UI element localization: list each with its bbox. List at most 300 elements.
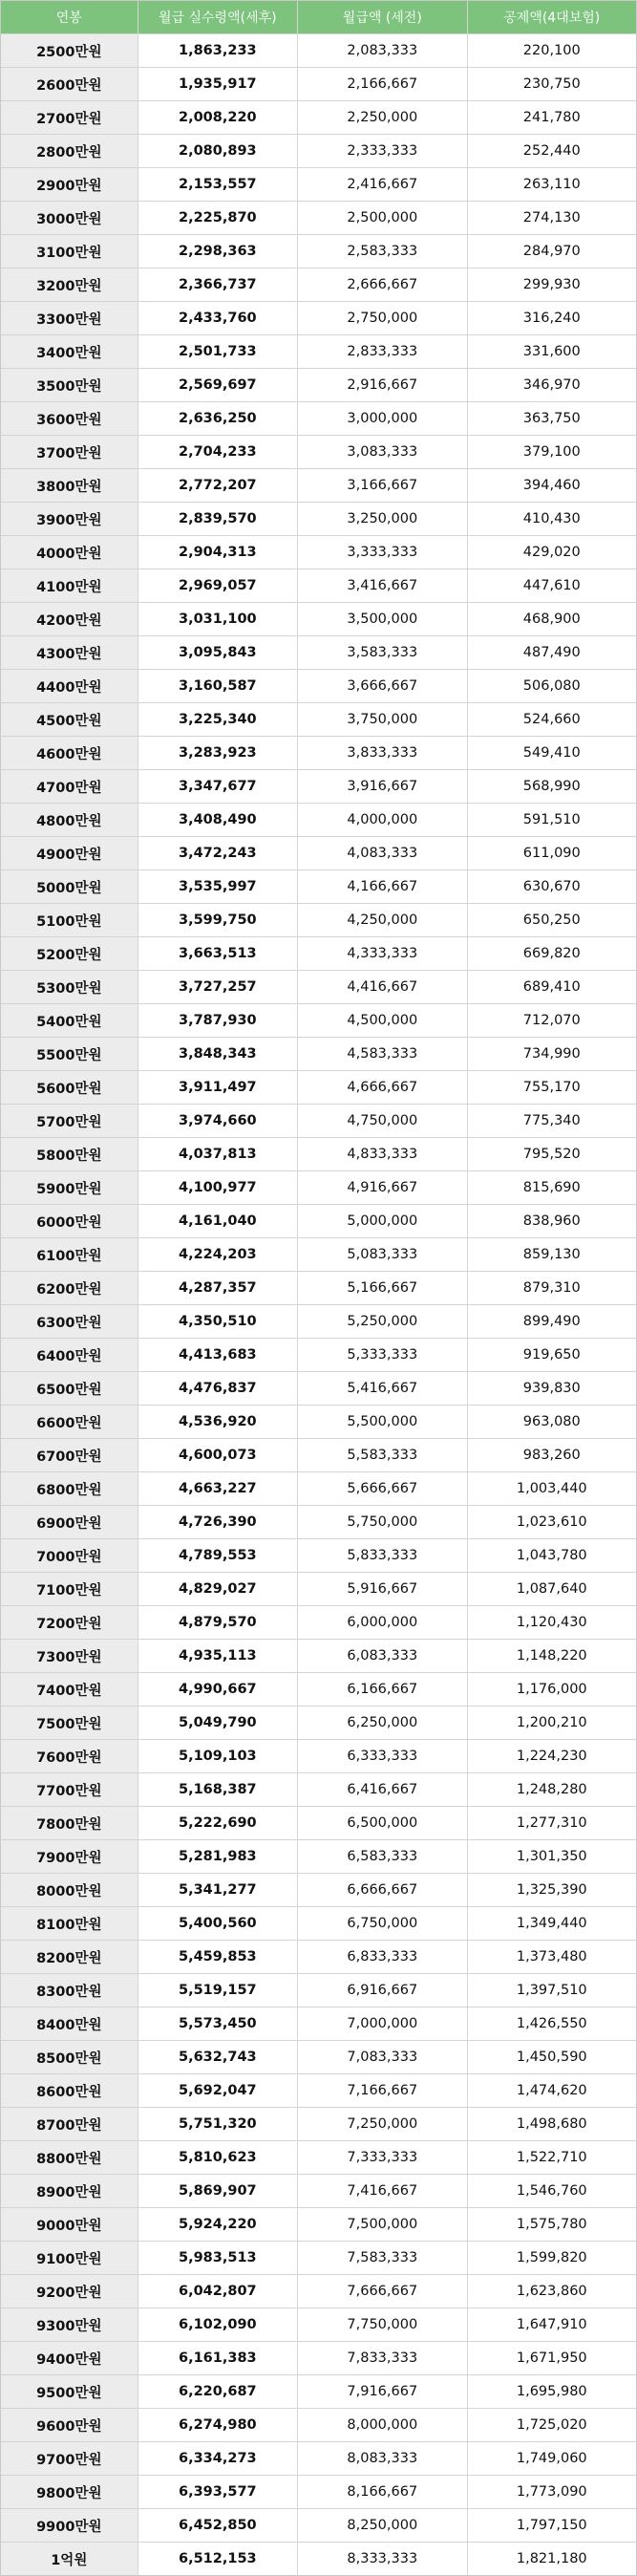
table-row [1, 2074, 636, 2108]
net-monthly-cell: 2,008,220 [138, 101, 299, 134]
column-header-net-monthly: 월급 실수령액(세후) [138, 1, 299, 33]
deduction-cell: 1,373,480 [516, 1949, 587, 1964]
deduction-cell: 1,176,000 [516, 1682, 587, 1697]
gross-monthly-cell: 6,500,000 [298, 1807, 467, 1839]
net-monthly-cell: 3,095,843 [138, 636, 299, 669]
table-row [1, 369, 636, 402]
annual-salary-cell: 3200만원 [1, 268, 138, 301]
gross-monthly-cell: 7,416,667 [298, 2175, 467, 2207]
net-monthly-cell: 2,501,733 [138, 335, 299, 368]
annual-salary-cell: 6200만원 [1, 1272, 138, 1304]
gross-monthly-cell: 2,833,333 [298, 335, 467, 368]
gross-monthly-cell: 5,500,000 [298, 1406, 467, 1438]
gross-monthly-cell: 2,166,667 [298, 68, 467, 100]
table-row [1, 101, 636, 135]
annual-salary-cell: 9100만원 [1, 2242, 138, 2274]
gross-monthly-cell: 3,333,333 [298, 536, 467, 569]
net-monthly-cell: 4,536,920 [138, 1406, 299, 1438]
gross-monthly-cell: 2,416,667 [298, 168, 467, 201]
net-monthly-cell: 5,810,623 [138, 2141, 299, 2174]
deduction-cell: 1,821,180 [516, 2551, 587, 2566]
table-row [1, 1439, 636, 1472]
annual-salary-cell: 8800만원 [1, 2141, 138, 2174]
net-monthly-cell: 3,787,930 [138, 1004, 299, 1037]
net-monthly-cell: 2,569,697 [138, 369, 299, 401]
net-monthly-cell: 2,636,250 [138, 402, 299, 435]
deduction-cell: 487,490 [522, 645, 581, 660]
annual-salary-cell: 5900만원 [1, 1171, 138, 1204]
annual-salary-cell: 3900만원 [1, 503, 138, 535]
annual-salary-cell: 4800만원 [1, 804, 138, 836]
gross-monthly-cell: 2,916,667 [298, 369, 467, 401]
gross-monthly-cell: 8,333,333 [298, 2543, 467, 2575]
annual-salary-cell: 9800만원 [1, 2476, 138, 2508]
deduction-cell: 630,670 [522, 879, 581, 894]
deduction-cell: 1,671,950 [516, 2351, 587, 2366]
net-monthly-cell: 3,911,497 [138, 1071, 299, 1104]
gross-monthly-cell: 3,000,000 [298, 402, 467, 435]
net-monthly-cell: 4,224,203 [138, 1238, 299, 1271]
gross-monthly-cell: 5,750,000 [298, 1506, 467, 1538]
table-row [1, 1874, 636, 1907]
gross-monthly-cell: 6,333,333 [298, 1740, 467, 1772]
annual-salary-cell: 4900만원 [1, 837, 138, 869]
net-monthly-cell: 5,692,047 [138, 2074, 299, 2107]
gross-monthly-cell: 6,250,000 [298, 1707, 467, 1739]
annual-salary-cell: 3600만원 [1, 402, 138, 435]
net-monthly-cell: 4,829,027 [138, 1573, 299, 1605]
net-monthly-cell: 6,274,980 [138, 2409, 299, 2441]
net-monthly-cell: 6,220,687 [138, 2375, 299, 2408]
net-monthly-cell: 2,704,233 [138, 436, 299, 468]
table-row [1, 1740, 636, 1773]
deduction-cell: 963,080 [522, 1414, 581, 1429]
annual-salary-cell: 9600만원 [1, 2409, 138, 2441]
net-monthly-cell: 3,663,513 [138, 937, 299, 970]
annual-salary-cell: 4400만원 [1, 670, 138, 702]
gross-monthly-cell: 7,583,333 [298, 2242, 467, 2274]
annual-salary-cell: 8200만원 [1, 1941, 138, 1973]
gross-monthly-cell: 3,750,000 [298, 703, 467, 736]
deduction-cell: 939,830 [522, 1381, 581, 1396]
table-row [1, 1606, 636, 1640]
gross-monthly-cell: 5,666,667 [298, 1472, 467, 1505]
gross-monthly-cell: 5,916,667 [298, 1573, 467, 1605]
deduction-cell: 252,440 [522, 143, 581, 159]
annual-salary-cell: 1억원 [1, 2543, 138, 2575]
annual-salary-cell: 4000만원 [1, 536, 138, 569]
table-row [1, 436, 636, 469]
table-row [1, 1907, 636, 1941]
deduction-cell: 524,660 [522, 712, 581, 727]
annual-salary-cell: 9900만원 [1, 2509, 138, 2542]
annual-salary-cell: 7700만원 [1, 1773, 138, 1806]
annual-salary-cell: 7100만원 [1, 1573, 138, 1605]
deduction-cell: 284,970 [522, 244, 581, 259]
gross-monthly-cell: 5,000,000 [298, 1205, 467, 1237]
deduction-cell: 1,450,590 [516, 2050, 587, 2065]
annual-salary-cell: 2500만원 [1, 34, 138, 67]
table-row [1, 804, 636, 837]
gross-monthly-cell: 4,583,333 [298, 1038, 467, 1070]
table-row [1, 636, 636, 670]
gross-monthly-cell: 3,166,667 [298, 469, 467, 502]
net-monthly-cell: 3,472,243 [138, 837, 299, 869]
gross-monthly-cell: 8,250,000 [298, 2509, 467, 2542]
annual-salary-cell: 3700만원 [1, 436, 138, 468]
annual-salary-cell: 4300만원 [1, 636, 138, 669]
annual-salary-cell: 2800만원 [1, 135, 138, 167]
net-monthly-cell: 4,100,977 [138, 1171, 299, 1204]
deduction-cell: 274,130 [522, 210, 581, 225]
gross-monthly-cell: 8,000,000 [298, 2409, 467, 2441]
deduction-cell: 1,773,090 [516, 2484, 587, 2500]
gross-monthly-cell: 2,750,000 [298, 302, 467, 334]
deduction-cell: 549,410 [522, 745, 581, 761]
deduction-cell: 263,110 [522, 177, 581, 192]
gross-monthly-cell: 8,166,667 [298, 2476, 467, 2508]
annual-salary-cell: 2700만원 [1, 101, 138, 134]
annual-salary-cell: 7300만원 [1, 1640, 138, 1672]
deduction-cell: 506,080 [522, 678, 581, 694]
net-monthly-cell: 3,283,923 [138, 737, 299, 769]
gross-monthly-cell: 5,333,333 [298, 1339, 467, 1371]
deduction-cell: 689,410 [522, 979, 581, 995]
table-row [1, 2208, 636, 2242]
table-row [1, 335, 636, 369]
table-row [1, 1472, 636, 1506]
annual-salary-cell: 3800만원 [1, 469, 138, 502]
net-monthly-cell: 4,037,813 [138, 1138, 299, 1170]
gross-monthly-cell: 4,750,000 [298, 1105, 467, 1137]
net-monthly-cell: 6,334,273 [138, 2442, 299, 2475]
table-row [1, 1205, 636, 1238]
gross-monthly-cell: 2,500,000 [298, 202, 467, 234]
annual-salary-cell: 5600만원 [1, 1071, 138, 1104]
net-monthly-cell: 4,663,227 [138, 1472, 299, 1505]
annual-salary-cell: 3300만원 [1, 302, 138, 334]
table-row [1, 1339, 636, 1372]
deduction-cell: 331,600 [522, 344, 581, 359]
net-monthly-cell: 4,879,570 [138, 1606, 299, 1639]
annual-salary-cell: 7000만원 [1, 1539, 138, 1572]
annual-salary-cell: 8000만원 [1, 1874, 138, 1906]
deduction-cell: 1,522,710 [516, 2150, 587, 2165]
annual-salary-cell: 5400만원 [1, 1004, 138, 1037]
annual-salary-cell: 7400만원 [1, 1673, 138, 1706]
net-monthly-cell: 5,341,277 [138, 1874, 299, 1906]
net-monthly-cell: 2,433,760 [138, 302, 299, 334]
net-monthly-cell: 5,751,320 [138, 2108, 299, 2140]
deduction-cell: 838,960 [522, 1213, 581, 1229]
net-monthly-cell: 1,863,233 [138, 34, 299, 67]
deduction-cell: 316,240 [522, 311, 581, 326]
annual-salary-cell: 8600만원 [1, 2074, 138, 2107]
net-monthly-cell: 2,366,737 [138, 268, 299, 301]
deduction-cell: 1,498,680 [516, 2116, 587, 2132]
deduction-cell: 712,070 [522, 1013, 581, 1028]
annual-salary-cell: 5100만원 [1, 904, 138, 936]
net-monthly-cell: 4,990,667 [138, 1673, 299, 1706]
annual-salary-cell: 6900만원 [1, 1506, 138, 1538]
table-row [1, 1974, 636, 2007]
gross-monthly-cell: 7,750,000 [298, 2308, 467, 2341]
table-row [1, 1506, 636, 1539]
gross-monthly-cell: 6,000,000 [298, 1606, 467, 1639]
deduction-cell: 1,200,210 [516, 1715, 587, 1730]
deduction-cell: 1,426,550 [516, 2016, 587, 2031]
table-row [1, 1807, 636, 1840]
table-row [1, 2476, 636, 2509]
table-row [1, 703, 636, 737]
net-monthly-cell: 2,298,363 [138, 235, 299, 268]
net-monthly-cell: 5,281,983 [138, 1840, 299, 1873]
gross-monthly-cell: 4,666,667 [298, 1071, 467, 1104]
table-row [1, 68, 636, 101]
table-row [1, 503, 636, 536]
annual-salary-cell: 5300만원 [1, 971, 138, 1003]
gross-monthly-cell: 4,333,333 [298, 937, 467, 970]
net-monthly-cell: 4,935,113 [138, 1640, 299, 1672]
net-monthly-cell: 4,350,510 [138, 1305, 299, 1338]
table-row [1, 1773, 636, 1807]
net-monthly-cell: 4,600,073 [138, 1439, 299, 1471]
net-monthly-cell: 5,222,690 [138, 1807, 299, 1839]
deduction-cell: 1,575,780 [516, 2217, 587, 2232]
annual-salary-cell: 8900만원 [1, 2175, 138, 2207]
deduction-cell: 755,170 [522, 1080, 581, 1095]
deduction-cell: 230,750 [522, 76, 581, 92]
table-row [1, 1539, 636, 1573]
deduction-cell: 1,087,640 [516, 1581, 587, 1597]
gross-monthly-cell: 6,833,333 [298, 1941, 467, 1973]
gross-monthly-cell: 3,833,333 [298, 737, 467, 769]
annual-salary-cell: 9400만원 [1, 2342, 138, 2374]
gross-monthly-cell: 8,083,333 [298, 2442, 467, 2475]
annual-salary-cell: 5700만원 [1, 1105, 138, 1137]
net-monthly-cell: 4,413,683 [138, 1339, 299, 1371]
table-row [1, 202, 636, 235]
annual-salary-cell: 6100만원 [1, 1238, 138, 1271]
deduction-cell: 1,003,440 [516, 1481, 587, 1496]
deduction-cell: 1,277,310 [516, 1815, 587, 1831]
gross-monthly-cell: 4,166,667 [298, 870, 467, 903]
gross-monthly-cell: 3,250,000 [298, 503, 467, 535]
deduction-cell: 363,750 [522, 411, 581, 426]
deduction-cell: 447,610 [522, 578, 581, 593]
deduction-cell: 568,990 [522, 779, 581, 794]
gross-monthly-cell: 7,500,000 [298, 2208, 467, 2241]
table-row [1, 1573, 636, 1606]
annual-salary-cell: 6400만원 [1, 1339, 138, 1371]
table-row [1, 1640, 636, 1673]
table-row [1, 1305, 636, 1339]
table-row [1, 1105, 636, 1138]
annual-salary-cell: 4600만원 [1, 737, 138, 769]
annual-salary-cell: 7200만원 [1, 1606, 138, 1639]
deduction-cell: 394,460 [522, 478, 581, 493]
table-row [1, 1004, 636, 1038]
annual-salary-cell: 6300만원 [1, 1305, 138, 1338]
annual-salary-cell: 8700만원 [1, 2108, 138, 2140]
net-monthly-cell: 3,535,997 [138, 870, 299, 903]
gross-monthly-cell: 3,500,000 [298, 603, 467, 635]
annual-salary-cell: 8500만원 [1, 2041, 138, 2073]
net-monthly-cell: 3,347,677 [138, 770, 299, 803]
table-header-row [1, 1, 636, 34]
net-monthly-cell: 2,080,893 [138, 135, 299, 167]
deduction-cell: 1,623,860 [516, 2284, 587, 2299]
deduction-cell: 1,749,060 [516, 2451, 587, 2466]
table-row [1, 2543, 636, 2575]
table-row [1, 1707, 636, 1740]
gross-monthly-cell: 3,083,333 [298, 436, 467, 468]
annual-salary-cell: 5500만원 [1, 1038, 138, 1070]
table-row [1, 1071, 636, 1105]
annual-salary-cell: 7800만원 [1, 1807, 138, 1839]
deduction-cell: 919,650 [522, 1347, 581, 1363]
column-header-salary: 연봉 [1, 1, 138, 33]
deduction-cell: 899,490 [522, 1314, 581, 1329]
gross-monthly-cell: 3,666,667 [298, 670, 467, 702]
annual-salary-cell: 4700만원 [1, 770, 138, 803]
net-monthly-cell: 2,772,207 [138, 469, 299, 502]
gross-monthly-cell: 2,666,667 [298, 268, 467, 301]
table-row [1, 34, 636, 68]
table-row [1, 135, 636, 168]
gross-monthly-cell: 4,083,333 [298, 837, 467, 869]
table-row [1, 2041, 636, 2074]
net-monthly-cell: 3,599,750 [138, 904, 299, 936]
annual-salary-cell: 9000만원 [1, 2208, 138, 2241]
table-row [1, 737, 636, 770]
net-monthly-cell: 6,042,807 [138, 2275, 299, 2308]
net-monthly-cell: 5,983,513 [138, 2242, 299, 2274]
net-monthly-cell: 2,904,313 [138, 536, 299, 569]
deduction-cell: 1,325,390 [516, 1882, 587, 1898]
net-monthly-cell: 5,519,157 [138, 1974, 299, 2007]
net-monthly-cell: 2,969,057 [138, 569, 299, 602]
annual-salary-cell: 6000만원 [1, 1205, 138, 1237]
net-monthly-cell: 5,049,790 [138, 1707, 299, 1739]
annual-salary-cell: 5000만원 [1, 870, 138, 903]
deduction-cell: 1,546,760 [516, 2183, 587, 2199]
table-row [1, 1171, 636, 1205]
table-row [1, 302, 636, 335]
column-header-gross-monthly: 월급액 (세전) [298, 1, 467, 33]
annual-salary-cell: 6500만원 [1, 1372, 138, 1405]
deduction-cell: 795,520 [522, 1147, 581, 1162]
deduction-cell: 983,260 [522, 1448, 581, 1463]
deduction-cell: 859,130 [522, 1247, 581, 1262]
annual-salary-cell: 3000만원 [1, 202, 138, 234]
deduction-cell: 379,100 [522, 444, 581, 460]
table-row [1, 904, 636, 937]
annual-salary-cell: 9700만원 [1, 2442, 138, 2475]
gross-monthly-cell: 5,250,000 [298, 1305, 467, 1338]
table-row [1, 2442, 636, 2476]
table-row [1, 2007, 636, 2041]
table-row [1, 569, 636, 603]
annual-salary-cell: 8300만원 [1, 1974, 138, 2007]
net-monthly-cell: 6,512,153 [138, 2543, 299, 2575]
table-row [1, 1372, 636, 1406]
table-row [1, 937, 636, 971]
deduction-cell: 299,930 [522, 277, 581, 292]
annual-salary-cell: 6800만원 [1, 1472, 138, 1505]
net-monthly-cell: 3,974,660 [138, 1105, 299, 1137]
deduction-cell: 1,043,780 [516, 1548, 587, 1563]
annual-salary-cell: 5800만원 [1, 1138, 138, 1170]
table-row [1, 2342, 636, 2375]
table-row [1, 837, 636, 870]
table-row [1, 670, 636, 703]
net-monthly-cell: 4,789,553 [138, 1539, 299, 1572]
net-monthly-cell: 5,869,907 [138, 2175, 299, 2207]
table-row [1, 2409, 636, 2442]
gross-monthly-cell: 6,083,333 [298, 1640, 467, 1672]
net-monthly-cell: 1,935,917 [138, 68, 299, 100]
net-monthly-cell: 6,452,850 [138, 2509, 299, 2542]
annual-salary-cell: 3100만원 [1, 235, 138, 268]
net-monthly-cell: 3,160,587 [138, 670, 299, 702]
annual-salary-cell: 6600만원 [1, 1406, 138, 1438]
gross-monthly-cell: 6,166,667 [298, 1673, 467, 1706]
gross-monthly-cell: 2,250,000 [298, 101, 467, 134]
table-row [1, 1272, 636, 1305]
net-monthly-cell: 6,393,577 [138, 2476, 299, 2508]
table-row [1, 2108, 636, 2141]
table-row [1, 402, 636, 436]
net-monthly-cell: 2,153,557 [138, 168, 299, 201]
deduction-cell: 1,647,910 [516, 2317, 587, 2332]
gross-monthly-cell: 7,166,667 [298, 2074, 467, 2107]
gross-monthly-cell: 6,916,667 [298, 1974, 467, 2007]
net-monthly-cell: 4,287,357 [138, 1272, 299, 1304]
annual-salary-cell: 3400만원 [1, 335, 138, 368]
net-monthly-cell: 4,726,390 [138, 1506, 299, 1538]
deduction-cell: 1,023,610 [516, 1514, 587, 1530]
gross-monthly-cell: 7,250,000 [298, 2108, 467, 2140]
net-monthly-cell: 3,727,257 [138, 971, 299, 1003]
annual-salary-cell: 7600만원 [1, 1740, 138, 1772]
gross-monthly-cell: 6,583,333 [298, 1840, 467, 1873]
annual-salary-cell: 4500만원 [1, 703, 138, 736]
table-row [1, 1406, 636, 1439]
annual-salary-cell: 7900만원 [1, 1840, 138, 1873]
net-monthly-cell: 3,031,100 [138, 603, 299, 635]
table-row [1, 1673, 636, 1707]
gross-monthly-cell: 3,416,667 [298, 569, 467, 602]
annual-salary-cell: 4100만원 [1, 569, 138, 602]
gross-monthly-cell: 5,416,667 [298, 1372, 467, 1405]
deduction-cell: 429,020 [522, 545, 581, 560]
gross-monthly-cell: 7,666,667 [298, 2275, 467, 2308]
gross-monthly-cell: 4,916,667 [298, 1171, 467, 1204]
deduction-cell: 879,310 [522, 1280, 581, 1296]
gross-monthly-cell: 7,916,667 [298, 2375, 467, 2408]
table-row [1, 1138, 636, 1171]
table-row [1, 971, 636, 1004]
net-monthly-cell: 4,476,837 [138, 1372, 299, 1405]
deduction-cell: 1,349,440 [516, 1916, 587, 1931]
deduction-cell: 611,090 [522, 846, 581, 861]
net-monthly-cell: 5,459,853 [138, 1941, 299, 1973]
gross-monthly-cell: 2,583,333 [298, 235, 467, 268]
net-monthly-cell: 3,408,490 [138, 804, 299, 836]
deduction-cell: 241,780 [522, 110, 581, 125]
gross-monthly-cell: 6,666,667 [298, 1874, 467, 1906]
